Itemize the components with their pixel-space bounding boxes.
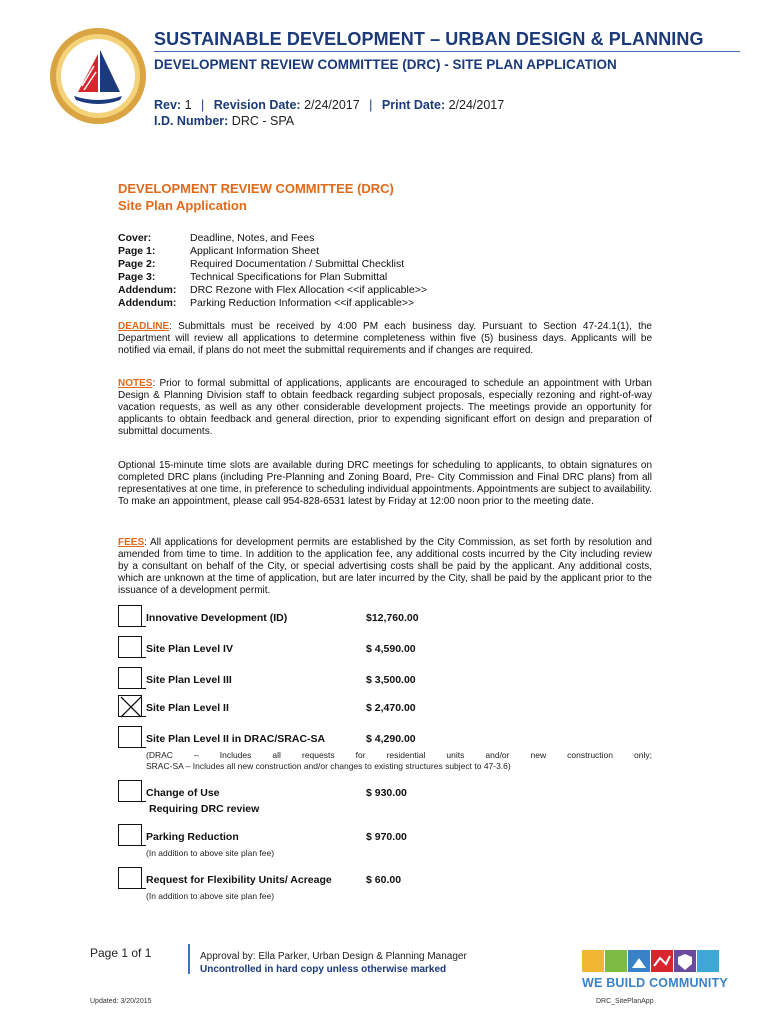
- checkbox-underline: [118, 657, 146, 658]
- fee-name: Request for Flexibility Units/ Acreage: [146, 874, 332, 886]
- rev-label: Rev:: [154, 98, 182, 112]
- checkbox-underline: [118, 716, 146, 717]
- fee-amount: $ 930.00: [366, 787, 407, 799]
- deadline-paragraph: [118, 321, 652, 357]
- checkbox-underline: [118, 688, 146, 689]
- updated-date: Updated: 3/20/2015: [90, 998, 152, 1005]
- toc-value: DRC Rezone with Flex Allocation <<if applicable>>: [190, 284, 427, 296]
- approval-text: Approval by: Ella Parker, Urban Design & Planning Manager: [200, 951, 467, 962]
- toc-value: Deadline, Notes, and Fees: [190, 232, 315, 244]
- brand-slogan: WE BUILD COMMUNITY: [582, 976, 728, 990]
- toc-value: Required Documentation / Submittal Checklist: [190, 258, 405, 270]
- fee-checkbox[interactable]: [118, 636, 142, 657]
- checkbox-underline: [118, 626, 146, 627]
- fee-checkbox[interactable]: [118, 667, 142, 688]
- revision-date-label: Revision Date:: [213, 98, 301, 112]
- toc-key: Page 1:: [118, 245, 156, 257]
- optional-paragraph: Optional 15-minute time slots are available during DRC meetings for scheduling to applicants, to obtain signatures on completed DRC plans (including Pre-Planning and Zoning Board, Pre- City Commission and Final DRC plans) from all representatives at one time, in preference to scheduling individual appointments. Appointments are subject to availability. To make an appointment, please call 954-828-6531 latest by Friday at 12:00 noon prior to the meeting date.: [118, 460, 652, 508]
- toc-key: Page 2:: [118, 258, 156, 270]
- checkbox-underline: [118, 801, 146, 802]
- toc-row: [118, 232, 427, 245]
- check-x-icon: [120, 696, 142, 718]
- deadline-text: : Submittals must be received by 4:00 PM each business day. Pursuant to Section 47-24.1(1), the Department will review all applications to determine completeness within five (5) business days. Applicants will be notified via email, if plans do not meet the submittal requirements and if changes are required.: [118, 321, 652, 357]
- print-date-label: Print Date:: [381, 98, 446, 112]
- fee-name: Site Plan Level II in DRAC/SRAC-SA: [146, 733, 326, 745]
- section-subheading: Site Plan Application: [118, 198, 247, 213]
- checkbox-underline: [118, 747, 146, 748]
- fees-paragraph: [118, 537, 652, 597]
- fee-row-innovative-development: [118, 605, 658, 625]
- fee-name: Parking Reduction: [146, 831, 239, 843]
- fee-amount: $ 3,500.00: [366, 674, 416, 686]
- fee-row-site-plan-level-iv: [118, 636, 658, 656]
- fee-row-parking-reduction: [118, 824, 658, 844]
- toc-row: [118, 245, 427, 258]
- fee-row-change-of-use: [118, 780, 658, 800]
- toc-key: Page 3:: [118, 271, 156, 283]
- uncontrolled-notice: Uncontrolled in hard copy unless otherwise marked: [200, 964, 447, 975]
- fee-note: (In addition to above site plan fee): [146, 848, 275, 858]
- fee-amount: $ 4,290.00: [366, 733, 416, 745]
- fee-note: SRAC-SA – Includes all new construction and/or changes to existing structures subject to 47-3.6): [146, 761, 511, 771]
- fee-note: (In addition to above site plan fee): [146, 891, 275, 901]
- toc-row: [118, 297, 427, 310]
- fee-amount: $12,760.00: [366, 612, 419, 624]
- notes-paragraph: [118, 378, 652, 438]
- fee-name: Site Plan Level IV: [146, 643, 233, 655]
- toc-row: [118, 258, 427, 271]
- fee-checkbox[interactable]: [118, 824, 142, 845]
- separator: |: [369, 98, 373, 112]
- id-value: DRC - SPA: [231, 114, 295, 128]
- fee-note: (DRAC – Includes all requests for residential units and/or new construction only;: [146, 750, 652, 760]
- header-title: SUSTAINABLE DEVELOPMENT – URBAN DESIGN & PLANNING: [154, 29, 704, 49]
- revision-date-value: 2/24/2017: [304, 98, 360, 112]
- fee-row-site-plan-level-ii: [118, 695, 658, 715]
- fee-amount: $ 60.00: [366, 874, 402, 886]
- fee-name-line2: Requiring DRC review: [149, 803, 260, 815]
- city-seal-logo: [48, 26, 148, 126]
- page-number: Page 1 of 1: [90, 946, 152, 960]
- fee-name: Site Plan Level III: [146, 674, 232, 686]
- id-number-line: [154, 114, 294, 128]
- separator: |: [201, 98, 205, 112]
- fees-text: : All applications for development permits are established by the City Commission, as set forth by resolution and amended from time to time. In addition to the application fee, any additional costs incurred by the City including review by a consultant on behalf of the City, or special advertising costs shall be paid by the applicant. Any additional costs, which are unknown at the time of application, but are later incurred by the City, shall be paid by the applicant prior to the issuance of a development permit.: [118, 537, 652, 597]
- id-label: I.D. Number:: [154, 114, 229, 128]
- fee-amount: $ 970.00: [366, 831, 407, 843]
- header-subtitle: DEVELOPMENT REVIEW COMMITTEE (DRC) - SITE PLAN APPLICATION: [154, 57, 617, 72]
- revision-line: [154, 98, 504, 112]
- fee-row-flexibility-units: [118, 867, 658, 887]
- print-date-value: 2/24/2017: [448, 98, 505, 112]
- fee-checkbox[interactable]: [118, 726, 142, 747]
- notes-label: NOTES: [118, 378, 153, 389]
- deadline-label: DEADLINE: [118, 321, 170, 332]
- rev-value: 1: [184, 98, 192, 112]
- fee-checkbox[interactable]: [118, 867, 142, 888]
- fee-name: Site Plan Level II: [146, 702, 229, 714]
- fee-checkbox-checked[interactable]: [118, 695, 142, 716]
- footer-divider: [188, 944, 190, 974]
- file-name: DRC_SitePlanApp: [596, 998, 654, 1005]
- fee-name: Innovative Development (ID): [146, 612, 288, 624]
- we-build-community-logo: [582, 944, 722, 974]
- fee-amount: $ 2,470.00: [366, 702, 416, 714]
- toc-key: Cover:: [118, 232, 152, 244]
- toc-row: [118, 284, 427, 297]
- toc-value: Applicant Information Sheet: [190, 245, 319, 257]
- fee-name: Change of Use: [146, 787, 220, 799]
- toc-row: [118, 271, 427, 284]
- notes-text: : Prior to formal submittal of applications, applicants are encouraged to schedule an appointment with Urban Design & Planning Division staff to obtain feedback regarding subject proposals, especially rezoning and right-of-way vacation requests, as well as any other considerable development projects. The meetings provide an opportunity for applicants to obtain feedback and general direction, prior to expending significant effort on design and preparation of submittal documents.: [118, 378, 652, 438]
- fee-amount: $ 4,590.00: [366, 643, 416, 655]
- table-of-contents: [118, 232, 427, 310]
- fee-row-drac-srac: [118, 726, 658, 746]
- header-divider: [154, 51, 740, 52]
- section-heading: DEVELOPMENT REVIEW COMMITTEE (DRC): [118, 181, 394, 196]
- checkbox-underline: [118, 845, 146, 846]
- fees-label: FEES: [118, 537, 145, 548]
- toc-key: Addendum:: [118, 284, 177, 296]
- fee-row-site-plan-level-iii: [118, 667, 658, 687]
- toc-value: Technical Specifications for Plan Submittal: [190, 271, 388, 283]
- toc-key: Addendum:: [118, 297, 177, 309]
- checkbox-underline: [118, 888, 146, 889]
- fee-checkbox[interactable]: [118, 780, 142, 801]
- toc-value: Parking Reduction Information <<if applicable>>: [190, 297, 415, 309]
- fee-checkbox[interactable]: [118, 605, 142, 626]
